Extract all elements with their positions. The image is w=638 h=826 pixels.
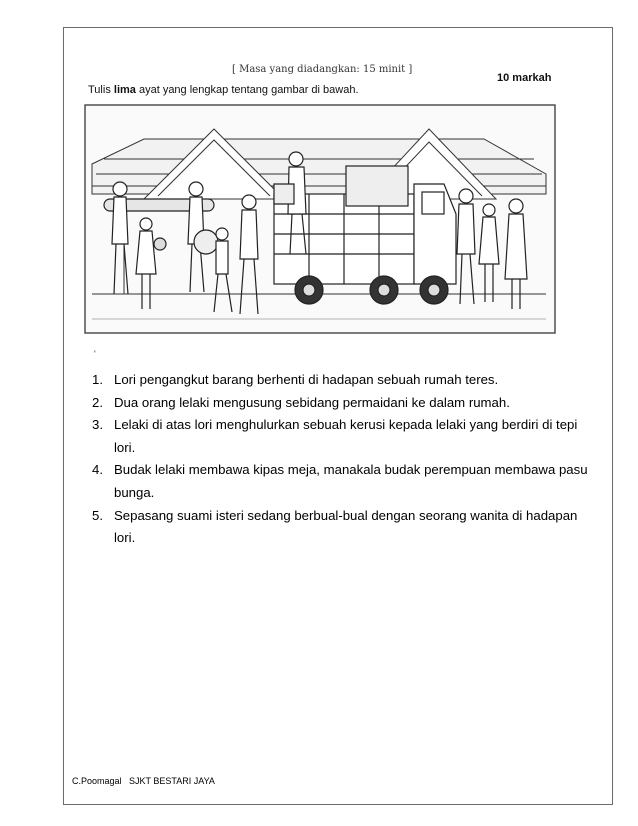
answer-number: 1.: [92, 372, 103, 387]
answer-number: 4.: [92, 462, 103, 478]
answer-item: [92, 369, 592, 392]
footer-author: C.Poomagal: [72, 776, 122, 786]
stray-mark: ': [94, 349, 96, 359]
footer: [72, 776, 215, 786]
answer-text: Lori pengangkut barang berhenti di hadapan sebuah rumah teres.: [114, 372, 499, 387]
instruction-prefix: Tulis: [88, 84, 111, 96]
answer-item: [92, 414, 592, 459]
answer-number: 2.: [92, 394, 103, 410]
answer-text: Budak lelaki membawa kipas meja, manakala budak perempuan membawa pasu bunga.: [114, 462, 588, 500]
lorry-moving-scene-illustration: [84, 104, 556, 334]
time-allotted: [ Masa yang diadangkan: 15 minit ]: [232, 64, 413, 75]
answer-list: [92, 369, 592, 550]
answer-number: 3.: [92, 417, 103, 433]
answer-item: [92, 505, 592, 550]
instruction: [88, 84, 359, 96]
footer-school: SJKT BESTARI JAYA: [129, 776, 215, 786]
answer-item: [92, 392, 592, 415]
instruction-suffix: ayat yang lengkap tentang gambar di bawah.: [138, 84, 359, 96]
marks-label: 10 markah: [497, 72, 552, 84]
answer-text: Dua orang lelaki mengusung sebidang permaidani ke dalam rumah.: [114, 394, 510, 410]
instruction-bold: lima: [113, 84, 136, 96]
answer-text: Lelaki di atas lori menghulurkan sebuah kerusi kepada lelaki yang berdiri di tepi lori.: [114, 417, 578, 455]
answer-text: Sepasang suami isteri sedang berbual-bual dengan seorang wanita di hadapan lori.: [114, 507, 578, 546]
answer-number: 5.: [92, 507, 103, 523]
answer-item: [92, 459, 592, 504]
